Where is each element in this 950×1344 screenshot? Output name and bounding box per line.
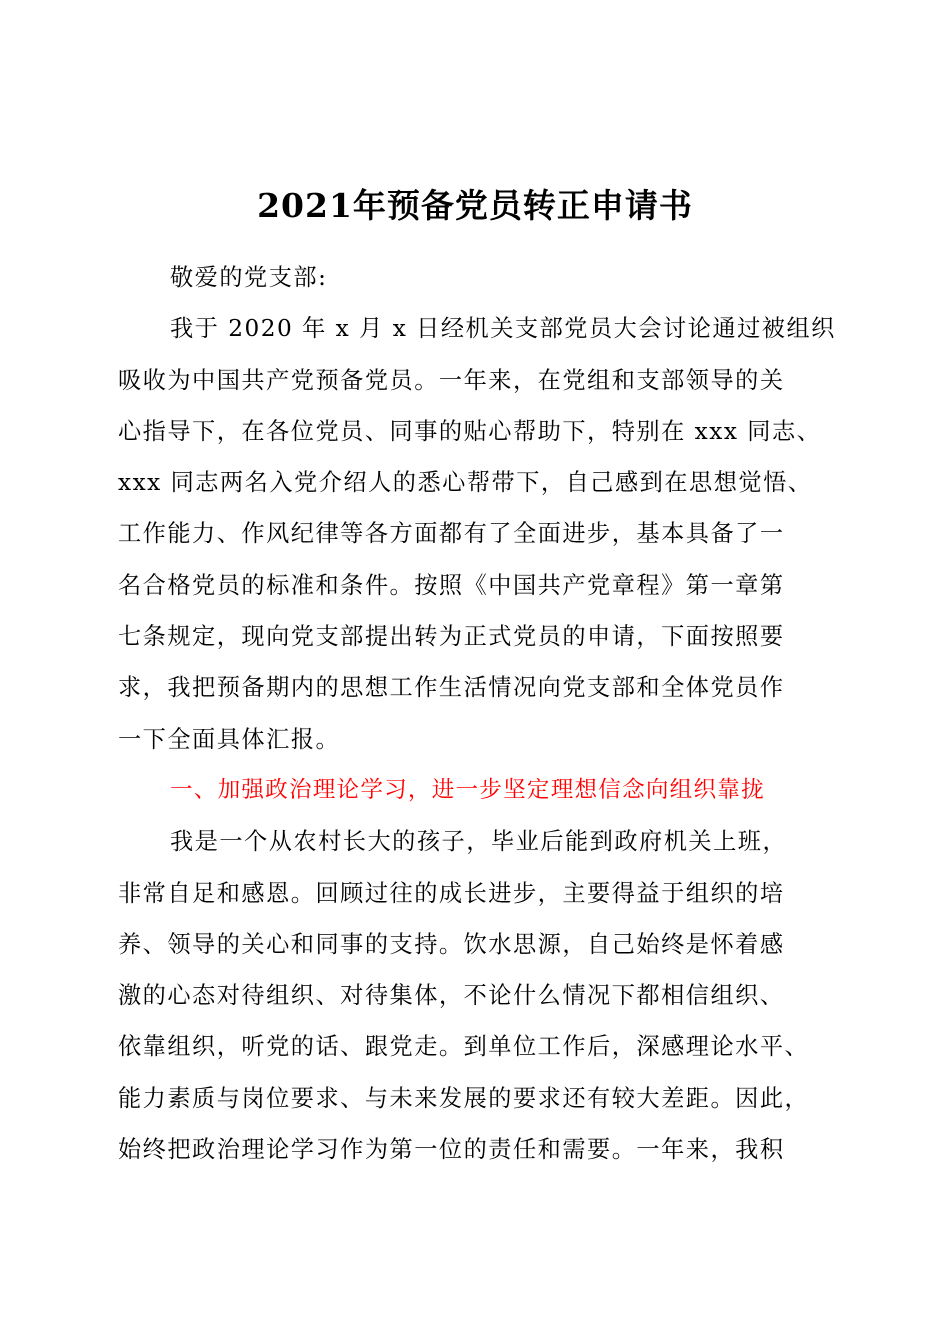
paragraph-line: 七条规定，现向党支部提出转为正式党员的申请，下面按照要 <box>118 623 785 651</box>
salutation: 敬爱的党支部: <box>170 264 328 291</box>
paragraph-line: 我于 2020 年 x 月 x 日经机关支部党员大会讨论通过被组织 <box>170 315 836 343</box>
paragraph-line: 求，我把预备期内的思想工作生活情况向党支部和全体党员作 <box>118 674 785 702</box>
paragraph-line: 我是一个从农村长大的孩子，毕业后能到政府机关上班， <box>170 828 788 856</box>
paragraph-line: xxx 同志两名入党介绍人的悉心帮带下，自己感到在思想觉悟、 <box>118 469 813 497</box>
paragraph-line: 能力素质与岗位要求、与未来发展的要求还有较大差距。因此， <box>118 1084 810 1112</box>
paragraph-line: 一下全面具体汇报。 <box>118 725 341 753</box>
paragraph-line: 依靠组织，听党的话、跟党走。到单位工作后，深感理论水平、 <box>118 1033 810 1061</box>
paragraph-line: 养、领导的关心和同事的支持。饮水思源，自己始终是怀着感 <box>118 930 785 958</box>
document-title: 2021年预备党员转正申请书 <box>257 186 693 225</box>
paragraph-1 <box>118 303 834 765</box>
section-heading: 一、加强政治理论学习，进一步坚定理想信念向组织靠拢 <box>170 776 765 803</box>
paragraph-line: 名合格党员的标准和条件。按照《中国共产党章程》第一章第 <box>118 571 785 599</box>
paragraph-line: 工作能力、作风纪律等各方面都有了全面进步，基本具备了一 <box>118 520 785 548</box>
paragraph-line: 非常自足和感恩。回顾过往的成长进步，主要得益于组织的培 <box>118 879 785 907</box>
document-body <box>118 252 834 1175</box>
paragraph-line: 吸收为中国共产党预备党员。一年来，在党组和支部领导的关 <box>118 366 785 394</box>
paragraph-2 <box>118 816 834 1175</box>
paragraph-line: 心指导下，在各位党员、同事的贴心帮助下，特别在 xxx 同志、 <box>118 417 822 445</box>
paragraph-line: 激的心态对待组织、对待集体，不论什么情况下都相信组织、 <box>118 982 785 1010</box>
paragraph-line: 始终把政治理论学习作为第一位的责任和需要。一年来，我积 <box>118 1136 785 1164</box>
